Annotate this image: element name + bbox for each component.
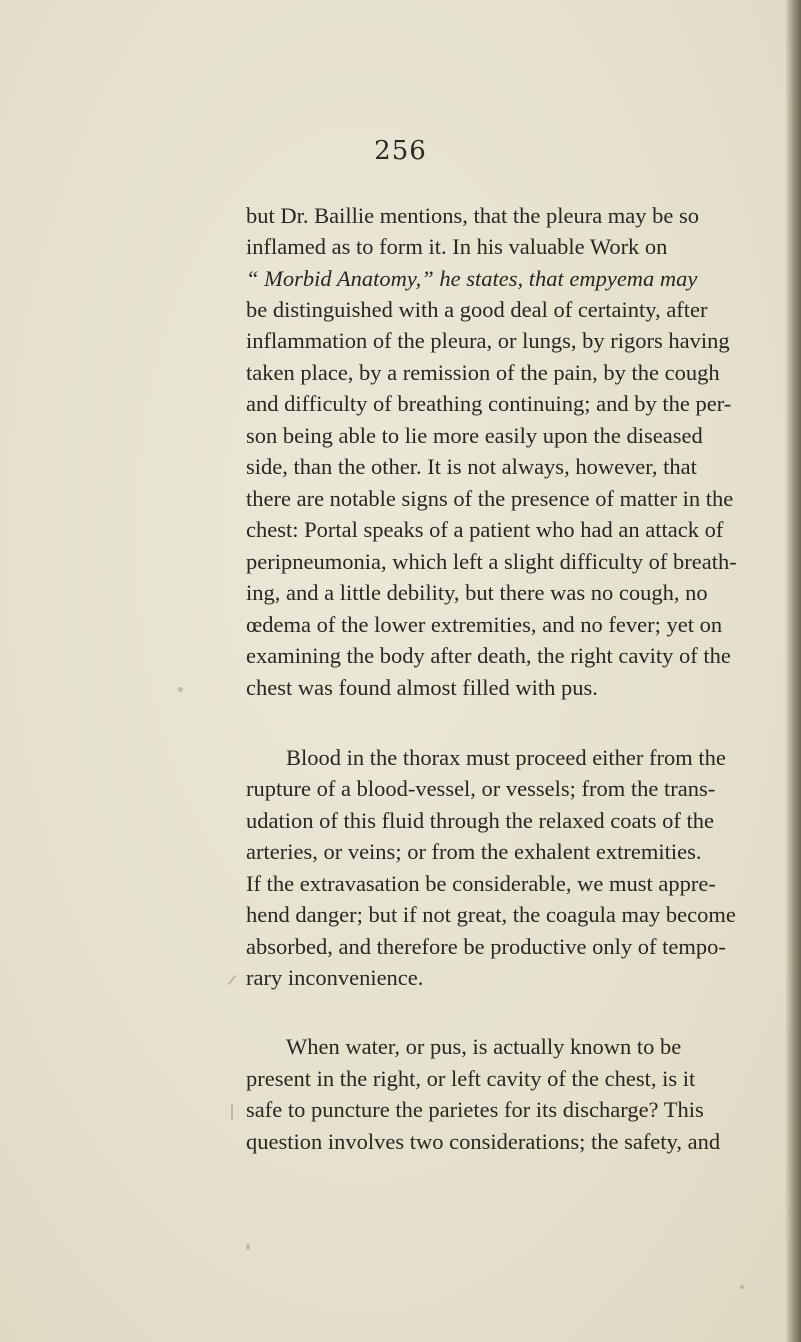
- text-line: chest: Portal speaks of a patient who had an attack of: [246, 517, 724, 542]
- page-number: 256: [374, 136, 427, 166]
- text-line: there are notable signs of the presence of matter in the: [246, 486, 734, 511]
- paper-speck: [178, 687, 183, 692]
- text-line: arteries, or veins; or from the exhalent extremities.: [246, 839, 702, 864]
- text-line: examining the body after death, the right cavity of the: [246, 643, 731, 668]
- text-line: rupture of a blood-vessel, or vessels; from the trans-: [246, 776, 716, 801]
- text-line: question involves two considerations; the safety, and: [246, 1129, 721, 1154]
- text-line: but Dr. Baillie mentions, that the pleura may be so: [246, 203, 700, 228]
- text-line: side, than the other. It is not always, however, that: [246, 454, 697, 479]
- text-line: absorbed, and therefore be productive only of tempo-: [246, 934, 726, 959]
- text-line: udation of this fluid through the relaxed coats of the: [246, 808, 715, 833]
- paper-speck: [246, 1244, 250, 1250]
- text-line: and difficulty of breathing continuing; and by the per-: [246, 391, 732, 416]
- text-line: ing, and a little debility, but there was no cough, no: [246, 580, 708, 605]
- text-line: son being able to lie more easily upon the diseased: [246, 423, 703, 448]
- text-line: taken place, by a remission of the pain, by the cough: [246, 360, 720, 385]
- text-line: Blood in the thorax must proceed either from the: [286, 745, 726, 770]
- text-line: œdema of the lower extremities, and no fever; yet on: [246, 612, 723, 637]
- text-line: When water, or pus, is actually known to be: [286, 1034, 682, 1059]
- page-edge-shadow: [785, 0, 801, 1342]
- text-line: inflammation of the pleura, or lungs, by rigors having: [246, 328, 730, 353]
- text-line: be distinguished with a good deal of certainty, after: [246, 297, 708, 322]
- text-line: rary inconvenience.: [246, 965, 424, 990]
- paper-speck: [231, 1104, 233, 1120]
- text-line: “ Morbid Anatomy,” he states, that empyema may: [246, 266, 698, 291]
- text-line: hend danger; but if not great, the coagula may become: [246, 902, 736, 927]
- text-line: peripneumonia, which left a slight difficulty of breath-: [246, 549, 737, 574]
- text-line: safe to puncture the parietes for its discharge? This: [246, 1097, 704, 1122]
- text-line: present in the right, or left cavity of the chest, is it: [246, 1066, 696, 1091]
- paper-speck: [227, 975, 236, 985]
- paper-speck: [740, 1285, 744, 1289]
- text-line: inflamed as to form it. In his valuable Work on: [246, 234, 668, 259]
- text-line: If the extravasation be considerable, we must appre-: [246, 871, 716, 896]
- text-line: chest was found almost filled with pus.: [246, 675, 598, 700]
